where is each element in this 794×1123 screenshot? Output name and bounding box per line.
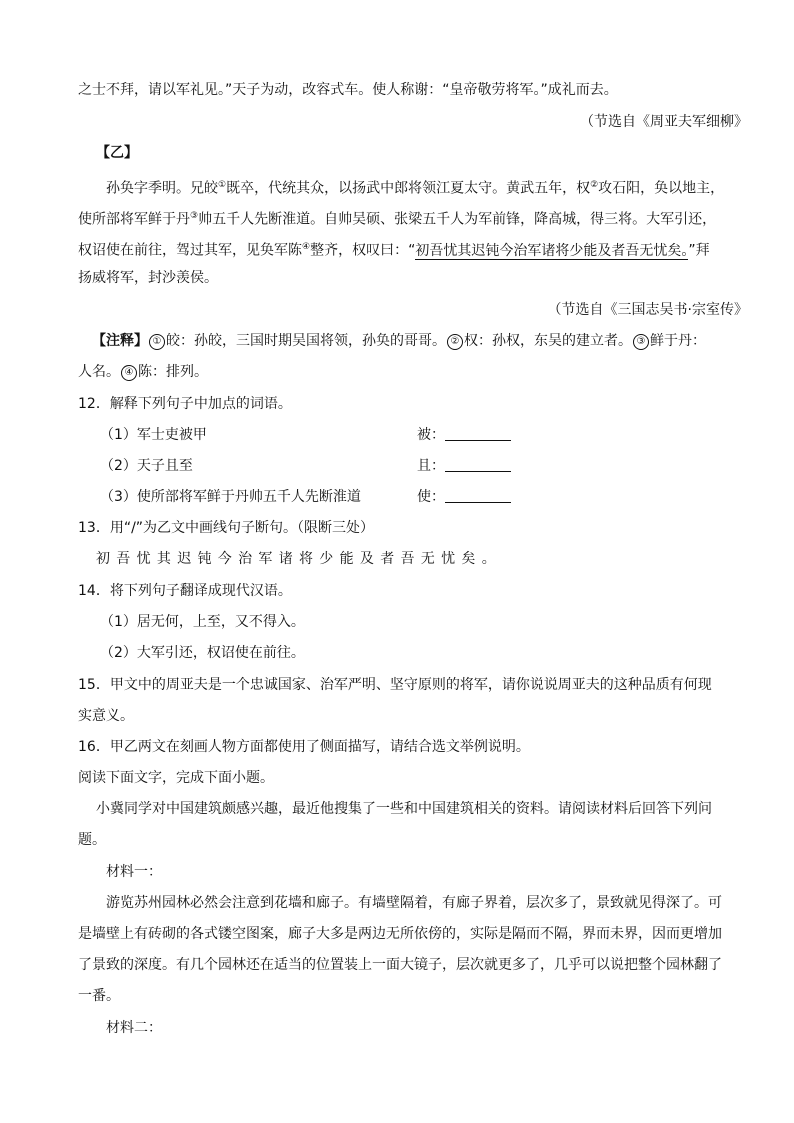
q12-item-1: （1）军士吏被甲 (100, 427, 207, 443)
yi-text: 帅五千人先断淮道。自帅吴硕、张梁五千人为军前锋，降高城，得三将。大军引还， (198, 211, 717, 228)
material-1-line-3: 了景致的深度。有几个园林还在适当的位置装上一面大镜子，层次就更多了，几乎可以说把整个园林翻了 (78, 957, 722, 973)
note-mark: ② (447, 334, 463, 350)
notes-line-2 (78, 362, 208, 382)
reading-p1-line-2: 题。 (78, 832, 106, 848)
notes-label: 【注释】 (92, 333, 148, 349)
yi-text: 攻石阳，奂以地主， (598, 180, 725, 197)
note-ref: ② (590, 180, 599, 190)
yi-source: （节选自《三国志吴书·宗室传》 (547, 302, 748, 318)
material-2-title: 材料二： (106, 1020, 162, 1036)
note-mark: ③ (633, 334, 649, 350)
answer-label: 且： (417, 458, 445, 474)
jia-text-line: 之士不拜，请以军礼见。”天子为动，改容式车。使人称谢：“皇帝敬劳将军。”成礼而去。 (78, 82, 618, 98)
note-text: 皎：孙皎，三国时期吴国将领，孙奂的哥哥。 (166, 333, 446, 349)
note-ref: ③ (190, 211, 199, 221)
q15-line-1: 15．甲文中的周亚夫是一个忠诚国家、治军严明、坚守原则的将军，请你说说周亚夫的这种品质有何现 (78, 677, 712, 693)
yi-title: 【乙】 (96, 145, 138, 161)
yi-text: 孙奂字季明。兄皎 (106, 180, 218, 197)
q12-answer-3 (417, 487, 511, 507)
q15-line-2: 实意义。 (78, 708, 134, 724)
material-1-title: 材料一： (106, 864, 162, 880)
material-1-line-2: 是墙壁上有砖砌的各式镂空图案，廊子大多是两边无所依傍的，实际是隔而不隔，界而未界，因而更增加 (78, 926, 722, 942)
answer-blank[interactable] (445, 457, 511, 472)
q12-item-3: （3）使所部将军鲜于丹帅五千人先断淮道 (100, 489, 361, 505)
reading-intro: 阅读下面文字，完成下面小题。 (78, 770, 274, 786)
answer-blank[interactable] (445, 488, 511, 503)
yi-line-4: 扬威将军，封沙羡侯。 (78, 270, 218, 286)
q12-answer-2 (417, 456, 511, 476)
note-ref: ① (218, 180, 227, 190)
material-1-line-1: 游览苏州园林必然会注意到花墙和廊子。有墙壁隔着，有廊子界着，层次多了，景致就见得深了。可 (106, 895, 722, 911)
yi-line-1 (106, 175, 724, 199)
answer-label: 被： (417, 427, 445, 443)
q12-stem: 12．解释下列句子中加点的词语。 (78, 396, 292, 412)
jia-source: （节选自《周亚夫军细柳》 (580, 114, 748, 130)
note-text: 鲜于丹： (650, 333, 706, 349)
yi-text: ”拜 (688, 242, 710, 259)
q14-item-1: （1）居无何，上至，又不得入。 (100, 614, 305, 630)
yi-text: 既卒，代统其众，以扬武中郎将领江夏太守。黄武五年，权 (226, 180, 591, 197)
note-ref: ④ (302, 242, 311, 252)
note-text: 陈：排列。 (138, 364, 208, 380)
note-mark: ① (149, 334, 165, 350)
yi-line-2 (78, 206, 716, 230)
yi-text: 权诏使在前往，驾过其军，见奂军陈 (78, 242, 302, 259)
q13-stem: 13．用“/”为乙文中画线句子断句。（限断三处） (78, 520, 375, 536)
material-1-line-4: 一番。 (78, 988, 120, 1004)
note-text: 人名。 (78, 364, 120, 380)
note-text: 权：孙权，东吴的建立者。 (464, 333, 632, 349)
yi-text: 整齐，权叹曰：“ (310, 242, 416, 259)
q12-answer-1 (417, 425, 511, 445)
answer-blank[interactable] (445, 426, 511, 441)
q12-item-2: （2）天子且至 (100, 458, 193, 474)
notes-line-1 (92, 331, 706, 351)
answer-label: 使： (417, 489, 445, 505)
underlined-sentence: 初吾忧其迟钝今治军诸将少能及者吾无忧矣。 (415, 242, 689, 259)
note-mark: ④ (121, 365, 137, 381)
q13-sentence: 初吾忧其迟钝今治军诸将少能及者吾无忧矣。 (96, 551, 502, 567)
reading-p1-line-1: 小冀同学对中国建筑颇感兴趣，最近他搜集了一些和中国建筑相关的资料。请阅读材料后回答下列问 (96, 801, 712, 817)
yi-line-3 (78, 237, 710, 261)
q14-item-2: （2）大军引还，权诏使在前往。 (100, 645, 305, 661)
yi-text: 使所部将军鲜于丹 (78, 211, 190, 228)
q16-stem: 16．甲乙两文在刻画人物方面都使用了侧面描写，请结合选文举例说明。 (78, 739, 530, 755)
q14-stem: 14．将下列句子翻译成现代汉语。 (78, 583, 292, 599)
